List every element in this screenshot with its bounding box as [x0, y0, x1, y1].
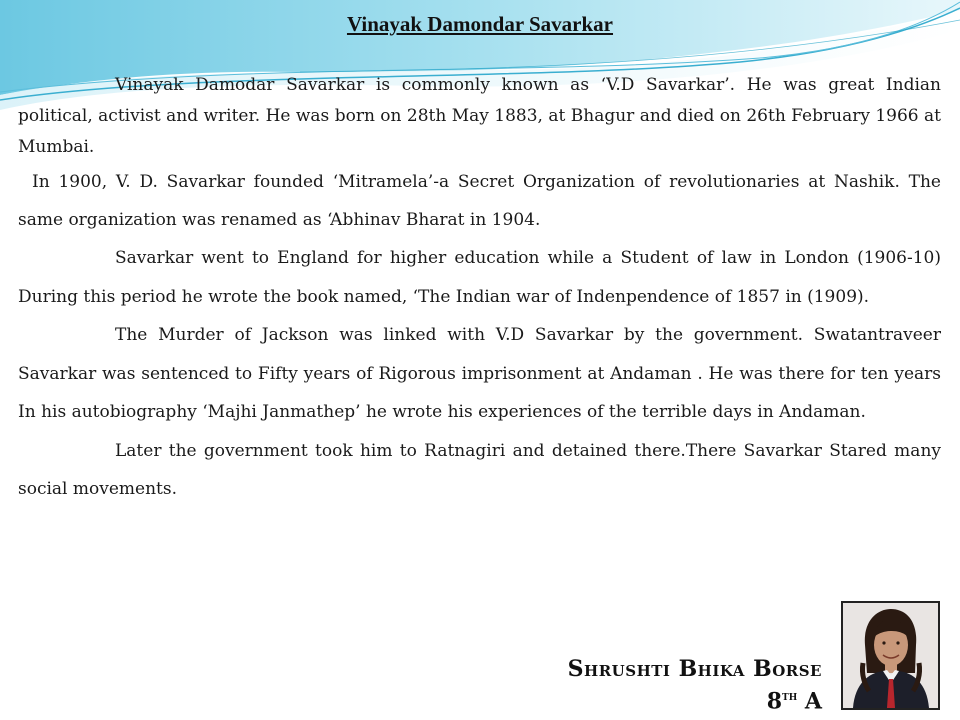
paragraph-biography: Vinayak Damodar Savarkar is commonly known as ‘V.D Savarkar’. He was great Indian political, activist and writer. He was born on 28th May 1883, at Bhagur and died on 26th February 1966 at Mumbai.: [18, 75, 941, 157]
author-name: Shrushti Bhika Borse: [567, 656, 822, 682]
student-photo: [841, 601, 940, 710]
page-title: Vinayak Damondar Savarkar: [346, 12, 614, 36]
author-block: [568, 655, 822, 715]
class-number: 8: [766, 688, 783, 715]
paragraph-mitramela: In 1900, V. D. Savarkar founded ‘Mitramela’-a Secret Organization of revolutionaries at Nashik. The same organization was renamed as ‘Abhinav Bharat in 1904.: [18, 172, 941, 230]
paragraph-andaman: The Murder of Jackson was linked with V.D Savarkar by the government. Swatantraveer Savarkar was sentenced to Fifty years of Rigorous imprisonment at Andaman . He was there for ten years In his autobiography ‘Majhi Janmathep’ he wrote his experiences of the terrible days in Andaman.: [18, 325, 941, 422]
class-section: A: [804, 688, 822, 715]
author-class: [568, 683, 822, 715]
article-body: [18, 70, 941, 509]
class-suffix: th: [782, 689, 798, 704]
paragraph-england: Savarkar went to England for higher education while a Student of law in London (1906-10) During this period he wrote the book named, ‘The Indian war of Indenpendence of 1857 in (1909).: [18, 248, 941, 307]
paragraph-ratnagiri: Later the government took him to Ratnagiri and detained there.There Savarkar Stared many social movements.: [18, 440, 941, 499]
student-portrait-icon: [843, 603, 938, 708]
